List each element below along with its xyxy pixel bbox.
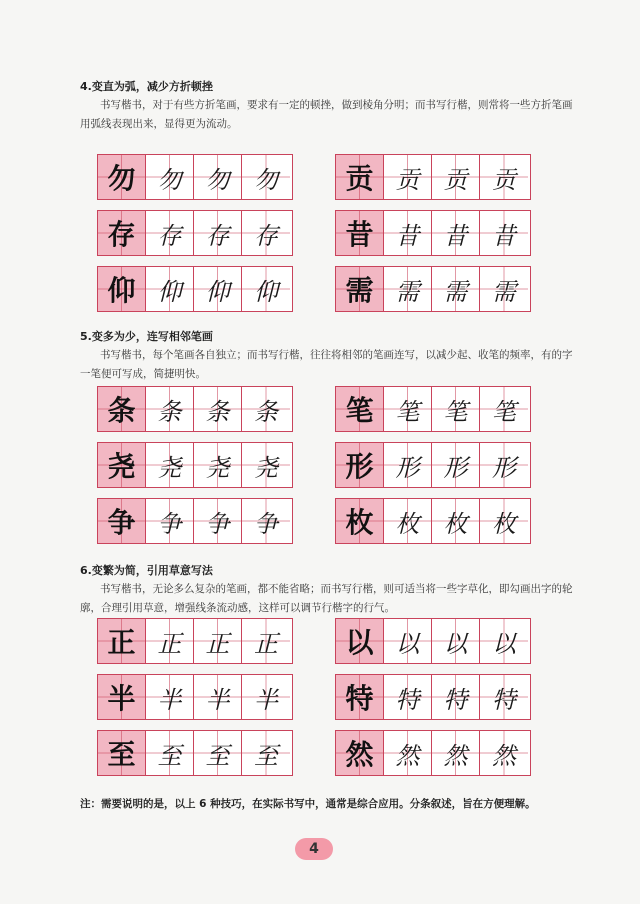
practice-character: 尧: [242, 443, 290, 487]
model-character: 昔: [336, 211, 384, 255]
practice-character: 笔: [384, 387, 432, 431]
model-character: 勿: [98, 155, 146, 199]
character-row: [335, 210, 531, 256]
character-row: [97, 618, 293, 664]
practice-character: 以: [480, 619, 528, 663]
practice-character: 枚: [432, 499, 480, 543]
practice-character: 昔: [432, 211, 480, 255]
character-row: [97, 730, 293, 776]
practice-character: 半: [194, 675, 242, 719]
model-character: 存: [98, 211, 146, 255]
practice-character: 仰: [146, 267, 194, 311]
practice-character: 需: [384, 267, 432, 311]
practice-character: 勿: [146, 155, 194, 199]
practice-character: 仰: [242, 267, 290, 311]
practice-character: 争: [146, 499, 194, 543]
practice-character: 条: [146, 387, 194, 431]
practice-character: 贡: [384, 155, 432, 199]
character-row: [97, 442, 293, 488]
character-row: [97, 154, 293, 200]
practice-character: 半: [146, 675, 194, 719]
section-title: 6.变繁为简，引用草意写法: [80, 564, 213, 577]
practice-character: 昔: [384, 211, 432, 255]
practice-character: 特: [480, 675, 528, 719]
practice-character: 然: [480, 731, 528, 775]
character-row: [335, 266, 531, 312]
practice-character: 尧: [194, 443, 242, 487]
model-character: 至: [98, 731, 146, 775]
character-row: [335, 386, 531, 432]
practice-character: 正: [146, 619, 194, 663]
model-character: 贡: [336, 155, 384, 199]
character-row: [97, 266, 293, 312]
character-row: [97, 498, 293, 544]
practice-character: 勿: [194, 155, 242, 199]
section-paragraph: 书写楷书，每个笔画各自独立；而书写行楷，往往将相邻的笔画连写，以减少起、收笔的频率，有的字一笔便可写成，简捷明快。: [80, 349, 573, 380]
practice-character: 存: [146, 211, 194, 255]
practice-character: 形: [480, 443, 528, 487]
page-number: 4: [295, 838, 333, 860]
practice-character: 尧: [146, 443, 194, 487]
footnote: 注：需要说明的是，以上 6 种技巧，在实际书写中，通常是综合应用。分条叙述，旨在方便理解。: [80, 798, 536, 810]
model-character: 形: [336, 443, 384, 487]
practice-character: 贡: [480, 155, 528, 199]
practice-character: 存: [242, 211, 290, 255]
section-paragraph: 书写楷书，无论多么复杂的笔画，都不能省略；而书写行楷，则可适当将一些字草化，即勾画出字的轮廓，合理引用草意，增强线条流动感，这样可以调节行楷字的行气。: [80, 583, 573, 614]
model-character: 需: [336, 267, 384, 311]
practice-character: 争: [194, 499, 242, 543]
model-character: 以: [336, 619, 384, 663]
section-title: 4.变直为弧，减少方折顿挫: [80, 80, 213, 93]
practice-character: 存: [194, 211, 242, 255]
practice-character: 勿: [242, 155, 290, 199]
model-character: 半: [98, 675, 146, 719]
model-character: 仰: [98, 267, 146, 311]
practice-character: 正: [194, 619, 242, 663]
model-character: 枚: [336, 499, 384, 543]
practice-character: 贡: [432, 155, 480, 199]
practice-character: 争: [242, 499, 290, 543]
model-character: 正: [98, 619, 146, 663]
practice-character: 形: [432, 443, 480, 487]
practice-character: 需: [480, 267, 528, 311]
practice-character: 然: [384, 731, 432, 775]
practice-character: 需: [432, 267, 480, 311]
character-row: [335, 730, 531, 776]
model-character: 笔: [336, 387, 384, 431]
character-row: [335, 498, 531, 544]
practice-character: 以: [432, 619, 480, 663]
character-row: [335, 618, 531, 664]
practice-character: 枚: [480, 499, 528, 543]
section-paragraph: 书写楷书，对于有些方折笔画，要求有一定的顿挫，做到棱角分明；而书写行楷，则常将一些方折笔画用弧线表现出来，显得更为流动。: [80, 99, 573, 130]
model-character: 特: [336, 675, 384, 719]
practice-character: 形: [384, 443, 432, 487]
practice-character: 至: [194, 731, 242, 775]
model-character: 然: [336, 731, 384, 775]
character-row: [335, 442, 531, 488]
character-row: [97, 210, 293, 256]
practice-character: 仰: [194, 267, 242, 311]
character-row: [335, 674, 531, 720]
practice-character: 以: [384, 619, 432, 663]
model-character: 尧: [98, 443, 146, 487]
practice-character: 半: [242, 675, 290, 719]
practice-character: 特: [432, 675, 480, 719]
character-row: [335, 154, 531, 200]
character-row: [97, 386, 293, 432]
practice-character: 然: [432, 731, 480, 775]
model-character: 条: [98, 387, 146, 431]
practice-character: 特: [384, 675, 432, 719]
practice-character: 条: [242, 387, 290, 431]
practice-character: 条: [194, 387, 242, 431]
model-character: 争: [98, 499, 146, 543]
practice-character: 昔: [480, 211, 528, 255]
section-title: 5.变多为少，连写相邻笔画: [80, 330, 213, 343]
practice-character: 正: [242, 619, 290, 663]
practice-character: 至: [146, 731, 194, 775]
practice-character: 至: [242, 731, 290, 775]
practice-character: 枚: [384, 499, 432, 543]
practice-character: 笔: [480, 387, 528, 431]
character-row: [97, 674, 293, 720]
practice-character: 笔: [432, 387, 480, 431]
